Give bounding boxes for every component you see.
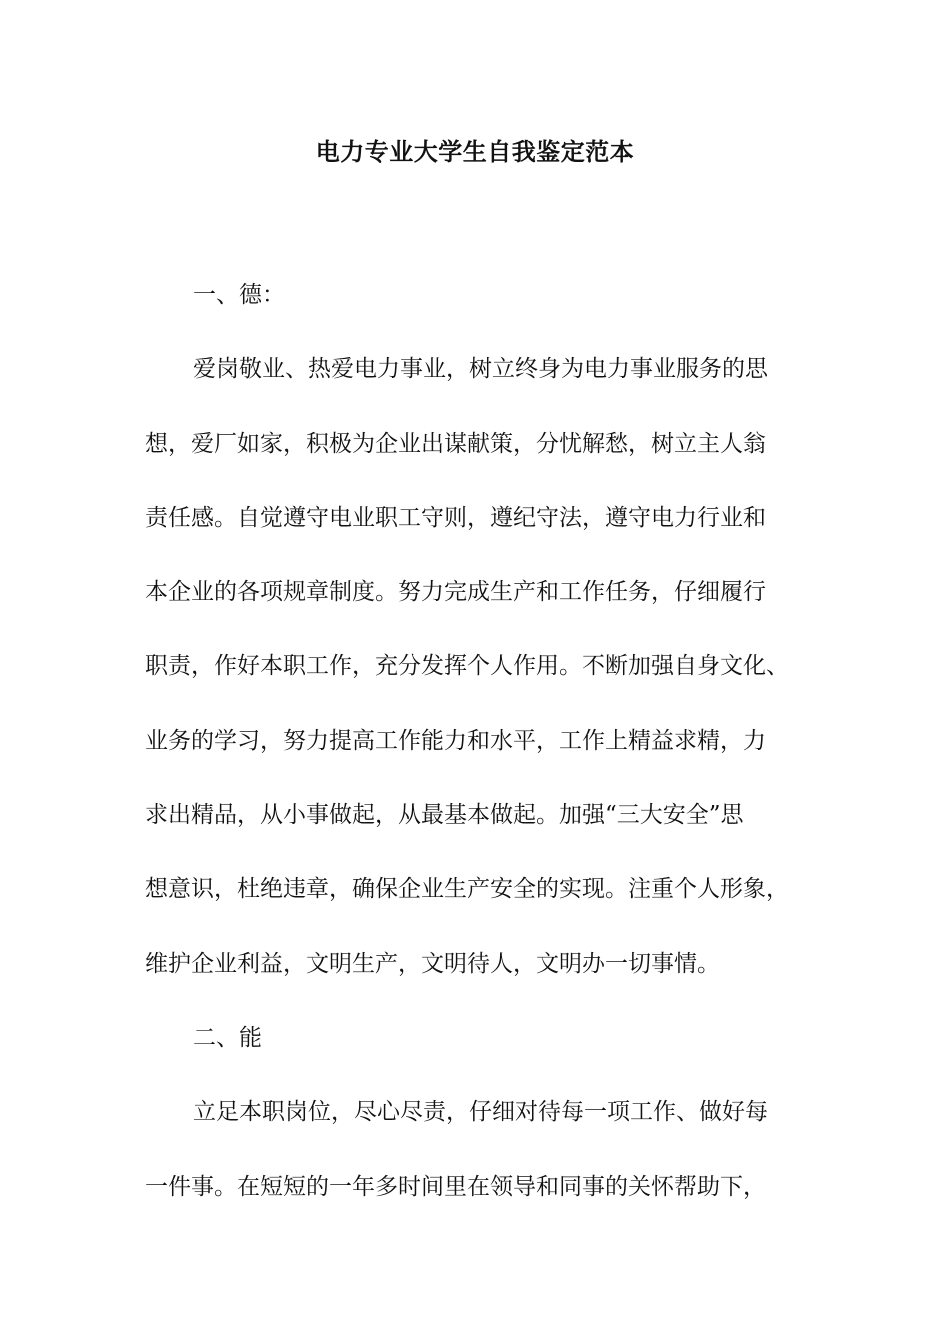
paragraph-line: 业务的学习，努力提高工作能力和水平，工作上精益求精，力 <box>145 727 766 754</box>
section-heading-de: 一、德： <box>193 282 285 308</box>
section-heading-neng: 二、能 <box>193 1024 262 1051</box>
paragraph-line: 求出精品，从小事做起，从最基本做起。加强“三大安全”思 <box>145 802 744 829</box>
paragraph-line: 想，爱厂如家，积极为企业出谋献策，分忧解愁，树立主人翁 <box>145 430 766 457</box>
paragraph-line: 想意识，杜绝违章，确保企业生产安全的实现。注重个人形象， <box>145 876 789 903</box>
paragraph-line: 职责，作好本职工作，充分发挥个人作用。不断加强自身文化、 <box>145 653 789 680</box>
paragraph-line: 一件事。在短短的一年多时间里在领导和同事的关怀帮助下， <box>145 1173 766 1200</box>
paragraph-line: 爱岗敬业、热爱电力事业，树立终身为电力事业服务的思 <box>193 356 768 383</box>
paragraph-line: 本企业的各项规章制度。努力完成生产和工作任务，仔细履行 <box>145 579 766 606</box>
document-title: 电力专业大学生自我鉴定范本 <box>315 138 635 166</box>
document-body <box>145 258 825 1224</box>
paragraph-line: 立足本职岗位，尽心尽责，仔细对待每一项工作、做好每 <box>193 1099 768 1126</box>
paragraph-line: 维护企业利益，文明生产，文明待人，文明办一切事情。 <box>145 950 720 977</box>
paragraph-line: 责任感。自觉遵守电业职工守则，遵纪守法，遵守电力行业和 <box>145 504 766 531</box>
